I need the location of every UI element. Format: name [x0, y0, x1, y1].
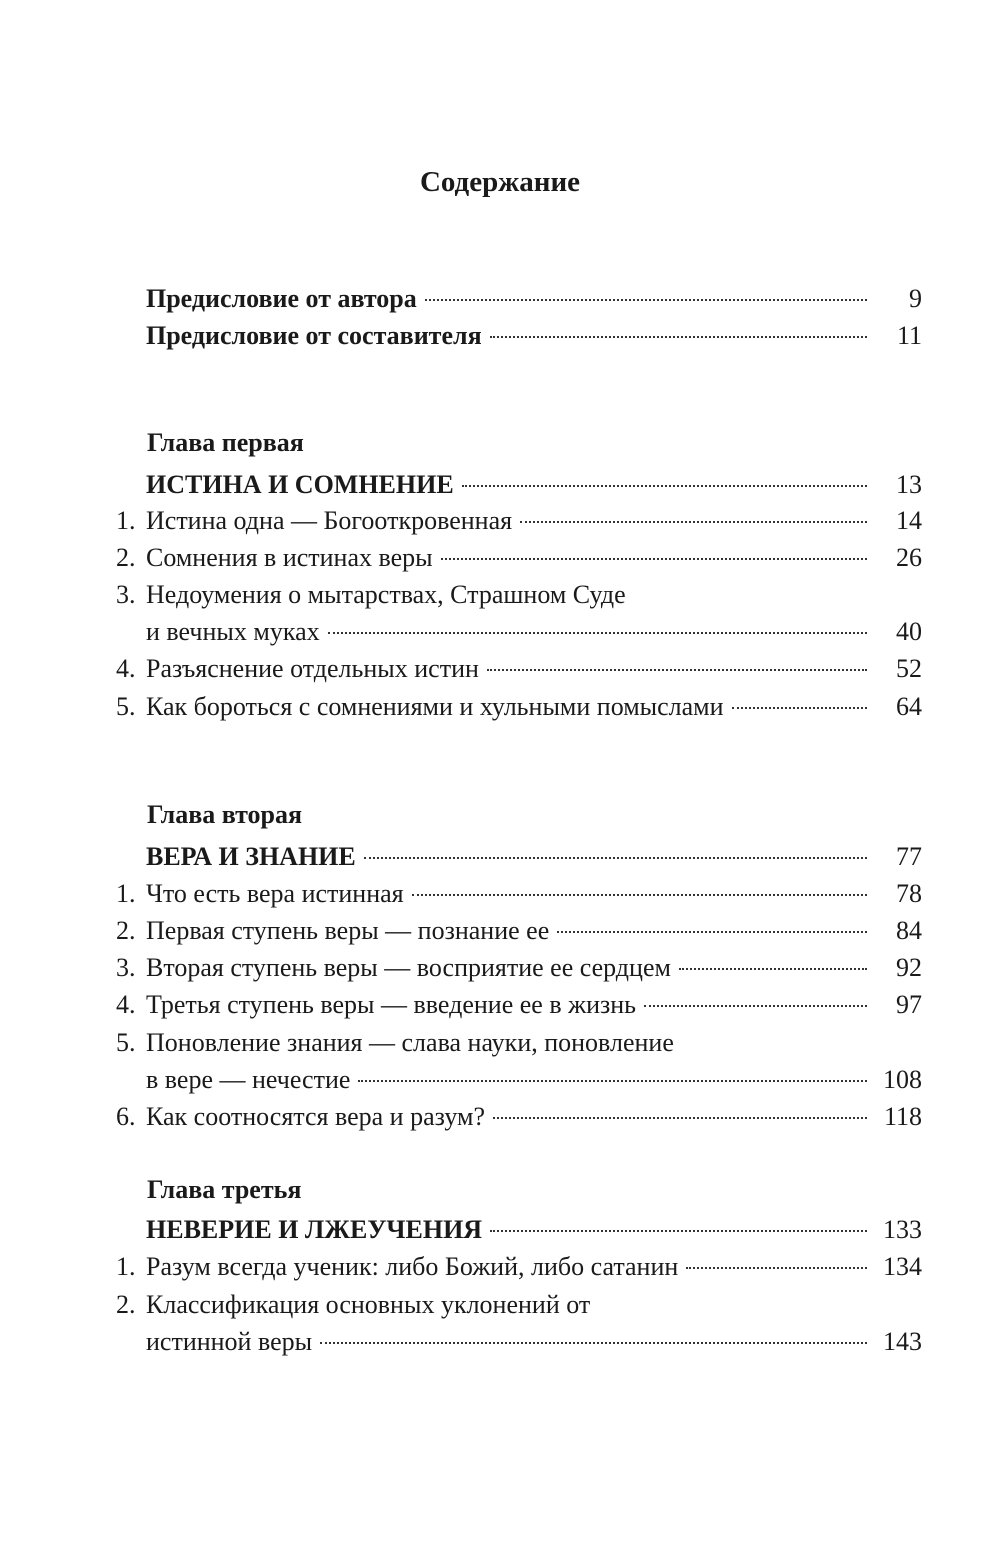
toc-entry-page: 118 — [883, 1102, 922, 1131]
toc-chapter-title[interactable] — [116, 467, 922, 503]
toc-entry[interactable] — [116, 540, 922, 576]
dot-leader — [644, 1005, 867, 1007]
toc-entry-page: 11 — [896, 321, 922, 350]
dot-leader — [425, 299, 867, 301]
toc-entry-page: 133 — [883, 1215, 922, 1244]
chapter-heading: Глава вторая — [147, 800, 303, 829]
dot-leader — [490, 336, 867, 338]
toc-entry-page: 13 — [896, 470, 922, 499]
toc-entry-label: Вторая ступень веры — восприятие ее сердцем — [146, 953, 671, 982]
toc-entry[interactable] — [116, 503, 922, 539]
toc-entry-label: Как соотносятся вера и разум? — [146, 1102, 486, 1131]
toc-entry-page: 78 — [896, 879, 922, 908]
toc-entry-page: 64 — [896, 692, 922, 721]
dot-leader — [520, 521, 867, 523]
toc-entry[interactable] — [116, 876, 922, 912]
toc-entry-page: 92 — [896, 953, 922, 982]
chapter-heading: Глава первая — [147, 428, 304, 457]
toc-entry[interactable] — [116, 913, 922, 949]
toc-entry-number: 1. — [116, 879, 136, 908]
dot-leader — [490, 1230, 867, 1232]
toc-entry-page: 14 — [896, 506, 922, 535]
toc-entry-label: Первая ступень веры — познание ее — [146, 916, 550, 945]
dot-leader — [732, 707, 867, 709]
toc-entry-number: 2. — [116, 1290, 136, 1319]
toc-entry-label: Предисловие от автора — [146, 284, 417, 313]
toc-entry-label: Классификация основных уклонений от — [146, 1290, 591, 1319]
toc-entry[interactable] — [116, 987, 922, 1023]
toc-entry-number: 1. — [116, 1252, 136, 1281]
toc-entry-label: Как бороться с сомнениями и хульными помыслами — [146, 692, 724, 721]
toc-entry-preface-author[interactable] — [116, 281, 922, 317]
chapter-heading: Глава третья — [147, 1175, 302, 1204]
dot-leader — [320, 1342, 867, 1344]
toc-entry-page: 84 — [896, 916, 922, 945]
toc-entry-page: 9 — [909, 284, 922, 313]
dot-leader — [412, 894, 867, 896]
toc-entry[interactable] — [116, 1324, 922, 1360]
toc-entry-label: Третья ступень веры — введение ее в жизнь — [146, 990, 637, 1019]
toc-entry-number: 4. — [116, 654, 136, 683]
toc-entry[interactable] — [116, 689, 922, 725]
toc-entry-number: 6. — [116, 1102, 136, 1131]
toc-entry-number: 5. — [116, 692, 136, 721]
toc-entry-label: истинной веры — [146, 1327, 313, 1356]
toc-entry-number: 2. — [116, 916, 136, 945]
toc-entry-label: в вере — нечестие — [146, 1065, 351, 1094]
toc-entry-label: Недоумения о мытарствах, Страшном Суде — [146, 580, 626, 609]
toc-entry-page: 52 — [896, 654, 922, 683]
toc-entry-line1[interactable] — [116, 577, 922, 613]
dot-leader — [679, 968, 867, 970]
dot-leader — [487, 669, 867, 671]
toc-entry-number: 4. — [116, 990, 136, 1019]
dot-leader — [441, 558, 867, 560]
dot-leader — [328, 632, 867, 634]
toc-entry-label: ВЕРА И ЗНАНИЕ — [146, 842, 356, 871]
toc-entry-line1[interactable] — [116, 1025, 922, 1061]
toc-chapter-title[interactable] — [116, 839, 922, 875]
toc-entry-label: Истина одна — Богооткровенная — [146, 506, 513, 535]
toc-chapter-title[interactable] — [116, 1212, 922, 1248]
toc-entry-page: 77 — [896, 842, 922, 871]
dot-leader — [364, 857, 867, 859]
toc-entry-page: 134 — [883, 1252, 922, 1281]
toc-entry-label: Сомнения в истинах веры — [146, 543, 433, 572]
toc-entry-page: 40 — [896, 617, 922, 646]
toc-entry-label: Что есть вера истинная — [146, 879, 404, 908]
dot-leader — [462, 485, 867, 487]
toc-entry[interactable] — [116, 950, 922, 986]
toc-entry-label: Разум всегда ученик: либо Божий, либо сатанин — [146, 1252, 679, 1281]
toc-entry[interactable] — [116, 1062, 922, 1098]
toc-entry-number: 1. — [116, 506, 136, 535]
toc-entry-label: Предисловие от составителя — [146, 321, 482, 350]
toc-entry-number: 3. — [116, 953, 136, 982]
toc-entry-number: 3. — [116, 580, 136, 609]
toc-entry-page: 97 — [896, 990, 922, 1019]
toc-entry-label: и вечных муках — [146, 617, 320, 646]
toc-entry-number: 2. — [116, 543, 136, 572]
dot-leader — [557, 931, 867, 933]
toc-entry-page: 108 — [883, 1065, 922, 1094]
toc-entry-label: НЕВЕРИЕ И ЛЖЕУЧЕНИЯ — [146, 1215, 483, 1244]
page-title: Содержание — [419, 166, 581, 198]
toc-entry-preface-compiler[interactable] — [116, 318, 922, 354]
toc-entry-number: 5. — [116, 1028, 136, 1057]
toc-entry-label: Поновление знания — слава науки, поновление — [146, 1028, 674, 1057]
toc-entry[interactable] — [116, 1249, 922, 1285]
dot-leader — [686, 1267, 867, 1269]
toc-entry-label: Разъяснение отдельных истин — [146, 654, 479, 683]
toc-entry-page: 26 — [896, 543, 922, 572]
toc-entry[interactable] — [116, 651, 922, 687]
toc-entry[interactable] — [116, 614, 922, 650]
dot-leader — [493, 1117, 867, 1119]
toc-entry[interactable] — [116, 1099, 922, 1135]
dot-leader — [358, 1080, 867, 1082]
toc-entry-page: 143 — [883, 1327, 922, 1356]
toc-entry-line1[interactable] — [116, 1287, 922, 1323]
toc-entry-label: ИСТИНА И СОМНЕНИЕ — [146, 470, 454, 499]
